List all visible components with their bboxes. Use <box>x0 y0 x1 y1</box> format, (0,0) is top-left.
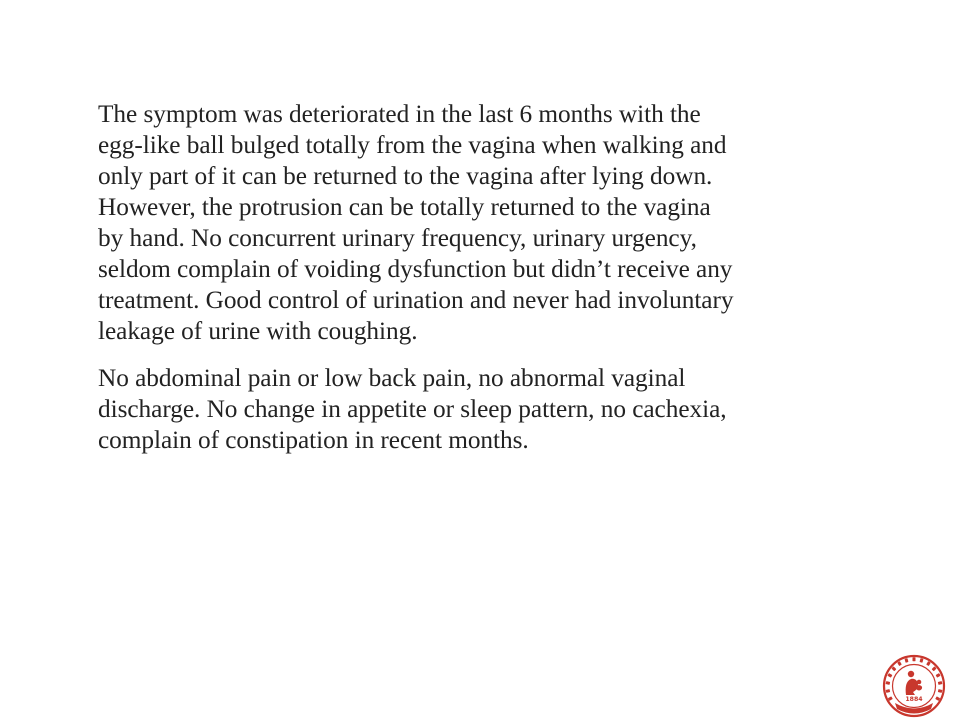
text-line: egg-like ball bulged totally from the vagina when walking and <box>98 131 727 159</box>
text-line: The symptom was deteriorated in the last 6 months with the <box>98 100 701 128</box>
text-line: treatment. Good control of urination and never had involuntary <box>98 286 734 314</box>
paragraph-review-of-systems <box>98 363 918 456</box>
text-line: However, the protrusion can be totally returned to the vagina <box>98 193 711 221</box>
paragraph-history <box>98 99 918 347</box>
text-line: discharge. No change in appetite or sleep pattern, no cachexia, <box>98 395 727 423</box>
text-line: leakage of urine with coughing. <box>98 317 418 345</box>
text-line: only part of it can be returned to the vagina after lying down. <box>98 162 713 190</box>
text-line: by hand. No concurrent urinary frequency, urinary urgency, <box>98 224 697 252</box>
seal-year: 1884 <box>905 696 923 703</box>
seal-icon <box>884 656 944 716</box>
text-line: No abdominal pain or low back pain, no abnormal vaginal <box>98 364 686 392</box>
slide-body <box>98 99 918 456</box>
text-line: seldom complain of voiding dysfunction but didn’t receive any <box>98 255 733 283</box>
text-line: complain of constipation in recent months. <box>98 426 529 454</box>
hospital-seal-logo <box>882 654 946 718</box>
